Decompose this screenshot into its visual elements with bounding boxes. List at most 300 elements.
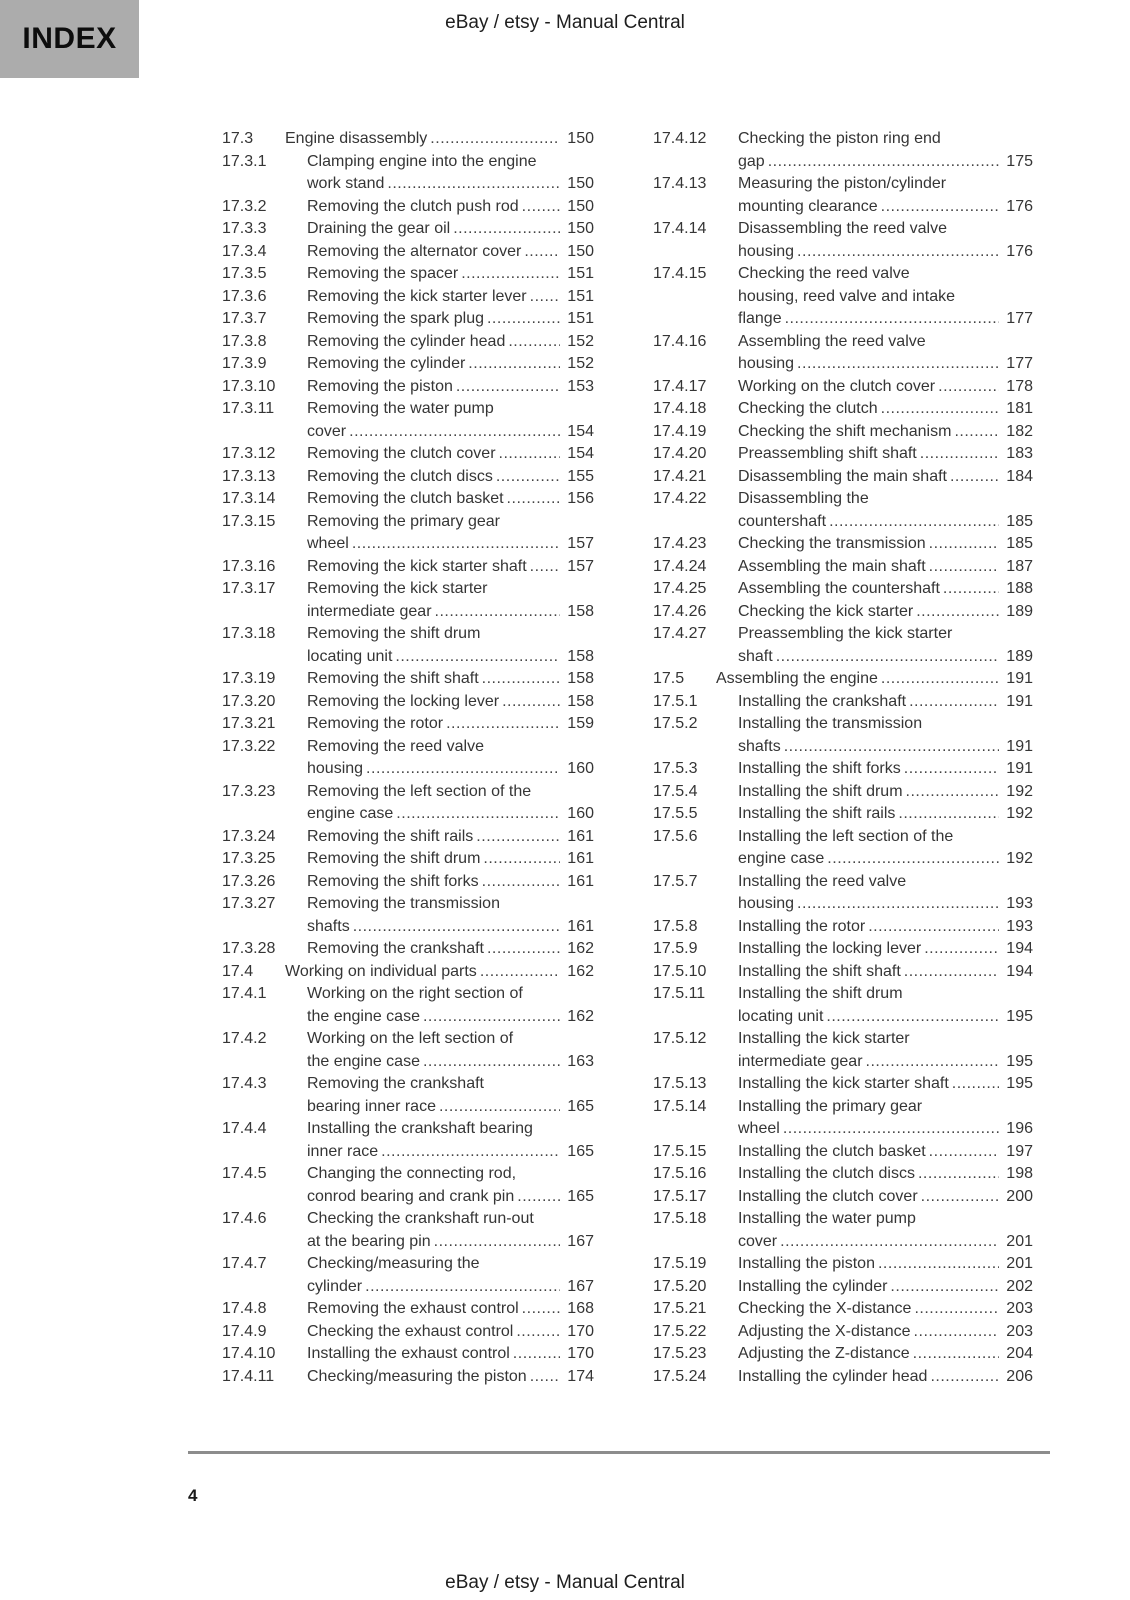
- toc-entry-body: [307, 848, 594, 871]
- toc-entry: [222, 196, 594, 219]
- toc-entry-title-text: Preassembling shift shaft: [738, 445, 917, 462]
- toc-entry-page: 160: [567, 760, 594, 777]
- toc-entry-number: 17.4.1: [222, 985, 267, 1002]
- toc-entry-title-text: housing: [738, 355, 795, 372]
- toc-entry-page: 154: [567, 422, 594, 440]
- toc-entry: [653, 488, 1033, 533]
- toc-leader-dots: [784, 736, 999, 759]
- toc-entry-page: 167: [567, 1277, 594, 1295]
- toc-entry-number: 17.4.5: [222, 1165, 267, 1182]
- toc-entry-title-text: shaft: [738, 647, 773, 665]
- toc-entry-title-text: Removing the exhaust control: [307, 1300, 519, 1317]
- toc-entry: [653, 1208, 1033, 1253]
- toc-entry: [222, 938, 594, 961]
- toc-entry-number: 17.3.26: [222, 872, 276, 890]
- toc-entry-body: [738, 1298, 1033, 1321]
- toc-leader-dots: [827, 848, 999, 871]
- toc-entry-number: 17.4.22: [653, 490, 707, 507]
- toc-entry-body: [738, 376, 1033, 399]
- toc-entry-body: [307, 263, 594, 286]
- toc-entry-title-text: Removing the shift shaft: [307, 670, 479, 687]
- toc-entry-title-line: [738, 601, 1033, 624]
- toc-entry: [653, 826, 1033, 871]
- toc-entry-title-line: [307, 443, 594, 466]
- toc-entry-body: [738, 1141, 1033, 1164]
- toc-entry-body: [738, 443, 1033, 466]
- toc-entry-number: 17.4.2: [222, 1030, 267, 1047]
- toc-entry-title-text: Removing the piston: [307, 377, 453, 395]
- toc-leader-dots: [496, 466, 560, 489]
- toc-entry-title-line: [307, 826, 594, 849]
- toc-entry: [222, 466, 594, 489]
- toc-entry-title-text: the engine case: [307, 1007, 420, 1025]
- toc-entry: [653, 871, 1033, 916]
- toc-entry-number: 17.4.10: [222, 1345, 276, 1362]
- toc-entry-page: 185: [1006, 535, 1033, 552]
- toc-entry-page: 182: [1006, 422, 1033, 440]
- toc-entry-title-text: Disassembling the main shaft: [738, 467, 947, 485]
- toc-entry-page: 168: [567, 1300, 594, 1317]
- toc-entry-number: 17.4.8: [222, 1300, 267, 1317]
- toc-entry-title-line: Installing the reed valve: [738, 872, 907, 890]
- toc-entry-title-text: Removing the locking lever: [307, 692, 500, 710]
- toc-entry-page: 170: [567, 1345, 594, 1362]
- toc-entry-title-line: [307, 916, 594, 939]
- toc-entry-number: 17.5.4: [653, 782, 698, 800]
- toc-entry-title-line: [738, 691, 1033, 714]
- toc-entry-page: 191: [1006, 737, 1033, 755]
- toc-entry-title-line: [738, 916, 1033, 939]
- toc-entry: [222, 488, 594, 511]
- header-title: eBay / etsy - Manual Central: [445, 12, 685, 33]
- toc-entry: [653, 1321, 1033, 1344]
- toc-entry-body: [307, 893, 594, 938]
- toc-entry: [653, 443, 1033, 466]
- toc-entry-title-text: Removing the crankshaft: [307, 940, 484, 957]
- toc-entry-title-line: [307, 691, 594, 714]
- toc-entry-body: [738, 1343, 1033, 1366]
- toc-entry-page: 193: [1006, 895, 1033, 912]
- toc-leader-dots: [522, 1298, 560, 1321]
- toc-entry-page: 193: [1006, 917, 1033, 935]
- toc-leader-dots: [453, 218, 560, 241]
- toc-entry-title-line: [738, 1186, 1033, 1209]
- toc-entry-title-text: Installing the crankshaft: [738, 692, 907, 710]
- toc-entry: [653, 1163, 1033, 1186]
- toc-entry-number: 17.3.1: [222, 152, 267, 170]
- toc-leader-dots: [881, 196, 999, 219]
- toc-entry: [222, 826, 594, 849]
- toc-entry-number: 17.3.4: [222, 242, 267, 260]
- toc-entry-title-text: cover: [738, 1232, 778, 1250]
- toc-entry-title-line: [307, 668, 594, 691]
- toc-entry-title-text: Installing the piston: [738, 1255, 875, 1272]
- toc-entry-page: 175: [1006, 152, 1033, 170]
- toc-entry-title-text: locating unit: [738, 1007, 824, 1025]
- toc-leader-dots: [904, 961, 999, 984]
- toc-entry-number: 17.3: [222, 130, 254, 147]
- toc-leader-dots: [914, 1298, 999, 1321]
- toc-leader-dots: [929, 1141, 999, 1164]
- toc-entry-body: [307, 488, 594, 511]
- toc-entry-title-text: gap: [738, 152, 765, 170]
- toc-entry-body: [738, 398, 1033, 421]
- toc-entry-number: 17.5.10: [653, 962, 707, 980]
- toc-entry-title-line: [307, 713, 594, 736]
- toc-entry-title-text: locating unit: [307, 647, 393, 665]
- toc-entry: [222, 443, 594, 466]
- toc-entry-body: [738, 1073, 1033, 1096]
- toc-entry-body: [738, 263, 1033, 331]
- toc-entry-number: 17.3.20: [222, 692, 276, 710]
- toc-entry-number: 17.4.14: [653, 220, 707, 237]
- toc-entry-number: 17.5.3: [653, 760, 698, 777]
- toc-leader-dots: [950, 466, 999, 489]
- toc-entry-body: [307, 1208, 594, 1253]
- toc-entry-title-text: Draining the gear oil: [307, 220, 451, 237]
- toc-entry-page: 157: [567, 535, 594, 552]
- toc-leader-dots: [482, 871, 560, 894]
- toc-entry: [222, 668, 594, 691]
- toc-entry-body: [307, 443, 594, 466]
- toc-entry-title-line: [307, 1343, 594, 1366]
- toc-entry-title-line: [307, 1298, 594, 1321]
- toc-entry-title-line: Installing the crankshaft bearing: [307, 1120, 533, 1137]
- toc-entry-title-line: [738, 151, 1033, 174]
- toc-entry-title-line: Installing the water pump: [738, 1210, 916, 1227]
- toc-entry-title-line: [738, 1051, 1033, 1074]
- toc-entry-body: [307, 938, 594, 961]
- toc-entry: [222, 871, 594, 894]
- toc-entry-title-text: housing: [738, 242, 795, 260]
- toc-entry-page: 192: [1006, 805, 1033, 822]
- toc-entry-body: [738, 173, 1033, 218]
- toc-entry-title-line: Changing the connecting rod,: [307, 1165, 517, 1182]
- toc-entry-page: 165: [567, 1187, 594, 1205]
- toc-entry-body: [738, 1366, 1033, 1389]
- toc-entry: [653, 421, 1033, 444]
- toc-entry-title-text: Removing the kick starter lever: [307, 287, 527, 305]
- toc-entry-body: [738, 1163, 1033, 1186]
- toc-entry-body: [738, 916, 1033, 939]
- toc-entry-title-line: [738, 511, 1033, 534]
- toc-entry-title-text: Installing the shift rails: [738, 805, 896, 822]
- toc-entry-title-line: Removing the crankshaft: [307, 1075, 484, 1092]
- toc-entry: [222, 376, 594, 399]
- toc-entry-body: [307, 781, 594, 826]
- toc-leader-dots: [943, 578, 999, 601]
- toc-leader-dots: [508, 331, 560, 354]
- toc-entry-body: [738, 983, 1033, 1028]
- toc-entry-body: [738, 1276, 1033, 1299]
- toc-entry-page: 204: [1006, 1345, 1033, 1362]
- toc-entry-title-line: [307, 196, 594, 219]
- toc-entry: [653, 961, 1033, 984]
- toc-entry-number: 17.5.24: [653, 1367, 707, 1385]
- toc-entry-number: 17.5.15: [653, 1142, 707, 1160]
- toc-entry-title-text: intermediate gear: [307, 602, 432, 620]
- toc-entry-title-line: [307, 241, 594, 264]
- toc-entry-number: 17.3.16: [222, 557, 276, 575]
- toc-entry: [222, 1118, 594, 1163]
- toc-entry-page: 162: [567, 940, 594, 957]
- toc-entry-title-line: [738, 1343, 1033, 1366]
- toc-entry-page: 198: [1006, 1165, 1033, 1182]
- toc-entry-body: [738, 421, 1033, 444]
- toc-entry-page: 165: [567, 1097, 594, 1115]
- toc-entry-title-line: Removing the left section of the: [307, 782, 532, 800]
- toc-entry: [653, 781, 1033, 804]
- toc-entry-page: 151: [567, 265, 594, 282]
- toc-leader-dots: [502, 691, 560, 714]
- toc-entry-number: 17.3.22: [222, 737, 276, 755]
- toc-entry-title-line: [738, 308, 1033, 331]
- toc-entry-title-line: [738, 736, 1033, 759]
- toc-entry-title-text: Removing the spacer: [307, 265, 459, 282]
- toc-leader-dots: [366, 758, 560, 781]
- toc-entry-body: [307, 308, 594, 331]
- toc-entry-page: 206: [1006, 1367, 1033, 1385]
- toc-entry-number: 17.3.3: [222, 220, 267, 237]
- toc-entry-title-line: [738, 1073, 1033, 1096]
- toc-leader-dots: [434, 1231, 560, 1254]
- toc-entry: [653, 1096, 1033, 1141]
- toc-entry-number: 17.4.17: [653, 377, 707, 395]
- toc-entry-body: [307, 826, 594, 849]
- toc-entry: [222, 1163, 594, 1208]
- toc-entry: [653, 1343, 1033, 1366]
- toc-entry: [653, 1253, 1033, 1276]
- toc-entry-page: 195: [1006, 1007, 1033, 1025]
- toc-entry-title-line: [738, 848, 1033, 871]
- toc-entry-title-text: Checking the X-distance: [738, 1300, 912, 1317]
- toc-entry-page: 158: [567, 670, 594, 687]
- toc-entry-title-text: countershaft: [738, 512, 827, 530]
- toc-leader-dots: [381, 1141, 560, 1164]
- toc-entry-title-line: [307, 218, 594, 241]
- toc-entry-title-text: Installing the kick starter shaft: [738, 1075, 949, 1092]
- toc-entry-title-line: [307, 938, 594, 961]
- toc-entry: [653, 983, 1033, 1028]
- toc-leader-dots: [914, 1321, 999, 1344]
- toc-entry-body: [738, 1321, 1033, 1344]
- toc-entry-number: 17.4.24: [653, 557, 707, 575]
- toc-leader-dots: [881, 398, 999, 421]
- toc-leader-dots: [456, 376, 560, 399]
- toc-entry-title-line: [307, 1366, 594, 1389]
- toc-entry-number: 17.5.9: [653, 940, 698, 957]
- toc-entry-body: [307, 736, 594, 781]
- toc-entry-title-line: [307, 1141, 594, 1164]
- toc-entry-page: 165: [567, 1142, 594, 1160]
- toc-entry-page: 194: [1006, 962, 1033, 980]
- toc-entry-number: 17.5.16: [653, 1165, 707, 1182]
- toc-leader-dots: [797, 353, 999, 376]
- toc-entry: [653, 803, 1033, 826]
- toc-leader-dots: [904, 758, 999, 781]
- toc-entry-title-line: Disassembling the: [738, 490, 869, 507]
- toc-entry-page: 183: [1006, 445, 1033, 462]
- toc-entry-title-line: [738, 398, 1033, 421]
- toc-entry: [222, 983, 594, 1028]
- toc-entry-page: 159: [567, 715, 594, 732]
- toc-leader-dots: [423, 1006, 560, 1029]
- toc-entry-page: 195: [1006, 1052, 1033, 1070]
- toc-entry-page: 188: [1006, 580, 1033, 597]
- toc-entry-page: 161: [567, 917, 594, 935]
- toc-entry-title-text: cylinder: [307, 1277, 363, 1295]
- toc-entry-body: [307, 241, 594, 264]
- toc-entry-title-text: Removing the shift forks: [307, 872, 479, 890]
- toc-entry-title-line: [307, 556, 594, 579]
- toc-entry-number: 17.4.15: [653, 265, 707, 282]
- toc-entry: [222, 263, 594, 286]
- toc-entry-title-text: Assembling the engine: [716, 670, 878, 687]
- toc-leader-dots: [826, 1006, 999, 1029]
- toc-entry-page: 189: [1006, 602, 1033, 620]
- toc-leader-dots: [797, 893, 999, 916]
- toc-entry-number: 17.5.22: [653, 1322, 707, 1340]
- toc-entry-title-text: Installing the clutch discs: [738, 1165, 915, 1182]
- toc-entry-body: [738, 1253, 1033, 1276]
- toc-entry-number: 17.3.8: [222, 332, 267, 350]
- toc-entry-title-text: Adjusting the Z-distance: [738, 1345, 910, 1362]
- toc-entry-title-text: Installing the clutch basket: [738, 1142, 926, 1160]
- toc-entry-title-text: Removing the clutch basket: [307, 490, 504, 507]
- toc-entry: [222, 691, 594, 714]
- toc-entry-number: 17.4.13: [653, 175, 707, 192]
- toc-entry-title-text: Adjusting the X-distance: [738, 1322, 911, 1340]
- toc-entry: [222, 128, 594, 151]
- toc-entry-number: 17.3.9: [222, 355, 267, 372]
- toc-entry-title-line: [307, 1006, 594, 1029]
- toc-entry-title-text: Checking/measuring the piston: [307, 1367, 527, 1385]
- toc-entry-number: 17.4: [222, 962, 254, 980]
- toc-leader-dots: [480, 961, 560, 984]
- toc-leader-dots: [524, 241, 560, 264]
- toc-entry-title-text: inner race: [307, 1142, 379, 1160]
- toc-entry-title-line: [307, 331, 594, 354]
- toc-entry-body: [738, 556, 1033, 579]
- toc-entry: [653, 218, 1033, 263]
- toc-entry-page: 192: [1006, 782, 1033, 800]
- toc-leader-dots: [768, 151, 999, 174]
- toc-entry-title-line: [738, 1231, 1033, 1254]
- toc-entry-title-line: [307, 871, 594, 894]
- toc-entry-page: 161: [567, 850, 594, 867]
- toc-entry-number: 17.3.5: [222, 265, 267, 282]
- toc-entry-page: 195: [1006, 1075, 1033, 1092]
- toc-entry-page: 158: [567, 602, 594, 620]
- toc-leader-dots: [446, 713, 560, 736]
- toc-entry-number: 17.3.25: [222, 850, 276, 867]
- toc-entry-title-text: Installing the locking lever: [738, 940, 922, 957]
- toc-entry-body: [738, 826, 1033, 871]
- toc-entry-number: 17.5.6: [653, 827, 698, 845]
- toc-entry-body: [307, 196, 594, 219]
- toc-entry-title-line: [285, 128, 594, 151]
- toc-entry-title-text: shafts: [307, 917, 350, 935]
- toc-entry-number: 17.3.15: [222, 512, 276, 530]
- toc-entry-title-text: intermediate gear: [738, 1052, 863, 1070]
- toc-entry-title-text: Working on individual parts: [285, 962, 477, 980]
- toc-entry-body: [307, 466, 594, 489]
- toc-entry-page: 178: [1006, 377, 1033, 395]
- toc-entry-page: 167: [567, 1232, 594, 1250]
- toc-leader-dots: [499, 443, 560, 466]
- toc-entry-page: 176: [1006, 197, 1033, 215]
- toc-leader-dots: [349, 421, 560, 444]
- toc-entry-title-line: [307, 466, 594, 489]
- toc-entry-number: 17.4.19: [653, 422, 707, 440]
- toc-entry-number: 17.5.20: [653, 1277, 707, 1295]
- toc-entry-title-line: Installing the primary gear: [738, 1097, 923, 1115]
- toc-entry: [653, 623, 1033, 668]
- toc-leader-dots: [476, 826, 560, 849]
- toc-entry-title-line: [307, 803, 594, 826]
- toc-entry-title-text: housing: [307, 760, 364, 777]
- toc-entry-page: 152: [567, 355, 594, 372]
- toc-entry-title-text: engine case: [307, 805, 394, 822]
- toc-entry-title-text: Removing the clutch push rod: [307, 197, 519, 215]
- toc-entry: [222, 241, 594, 264]
- toc-entry-body: [307, 376, 594, 399]
- toc-entry-page: 187: [1006, 557, 1033, 575]
- toc-entry-body: [738, 331, 1033, 376]
- toc-entry-page: 184: [1006, 467, 1033, 485]
- toc-entry-title-text: flange: [738, 310, 782, 327]
- toc-leader-dots: [898, 803, 999, 826]
- toc-entry-number: 17.5.19: [653, 1255, 707, 1272]
- toc-entry-body: [738, 578, 1033, 601]
- toc-leader-dots: [423, 1051, 560, 1074]
- toc-leader-dots: [906, 781, 999, 804]
- toc-entry-number: 17.3.14: [222, 490, 276, 507]
- toc-leader-dots: [881, 668, 999, 691]
- toc-leader-dots: [776, 646, 999, 669]
- toc-entry: [653, 916, 1033, 939]
- toc-leader-dots: [530, 1366, 560, 1389]
- toc-leader-dots: [352, 533, 560, 556]
- toc-entry-title-line: [738, 578, 1033, 601]
- toc-entry-title-line: [307, 1231, 594, 1254]
- toc-entry-number: 17.4.18: [653, 400, 707, 417]
- toc-leader-dots: [780, 1231, 999, 1254]
- toc-entry: [222, 1343, 594, 1366]
- toc-entry: [222, 1253, 594, 1298]
- toc-entry-title-line: [307, 263, 594, 286]
- toc-entry-body: [307, 1366, 594, 1389]
- toc-entry-page: 157: [567, 557, 594, 575]
- toc-entry-title-line: Removing the reed valve: [307, 737, 484, 755]
- toc-leader-dots: [916, 601, 999, 624]
- toc-entry-title-line: [307, 1186, 594, 1209]
- toc-entry: [222, 1366, 594, 1389]
- toc-entry-body: [307, 511, 594, 556]
- toc-entry-title-text: Checking the clutch: [738, 400, 878, 417]
- toc-entry-number: 17.4.23: [653, 535, 707, 552]
- toc-entry: [222, 713, 594, 736]
- toc-left-column: [222, 128, 594, 1388]
- toc-entry-body: [307, 331, 594, 354]
- toc-leader-dots: [513, 1343, 560, 1366]
- toc-entry-number: 17.4.11: [222, 1367, 275, 1385]
- toc-entry-body: [738, 961, 1033, 984]
- toc-entry-title-line: Disassembling the reed valve: [738, 220, 947, 237]
- toc-entry-page: 154: [567, 445, 594, 462]
- toc-entry-title-text: Installing the cylinder: [738, 1277, 888, 1295]
- toc-entry-body: [307, 691, 594, 714]
